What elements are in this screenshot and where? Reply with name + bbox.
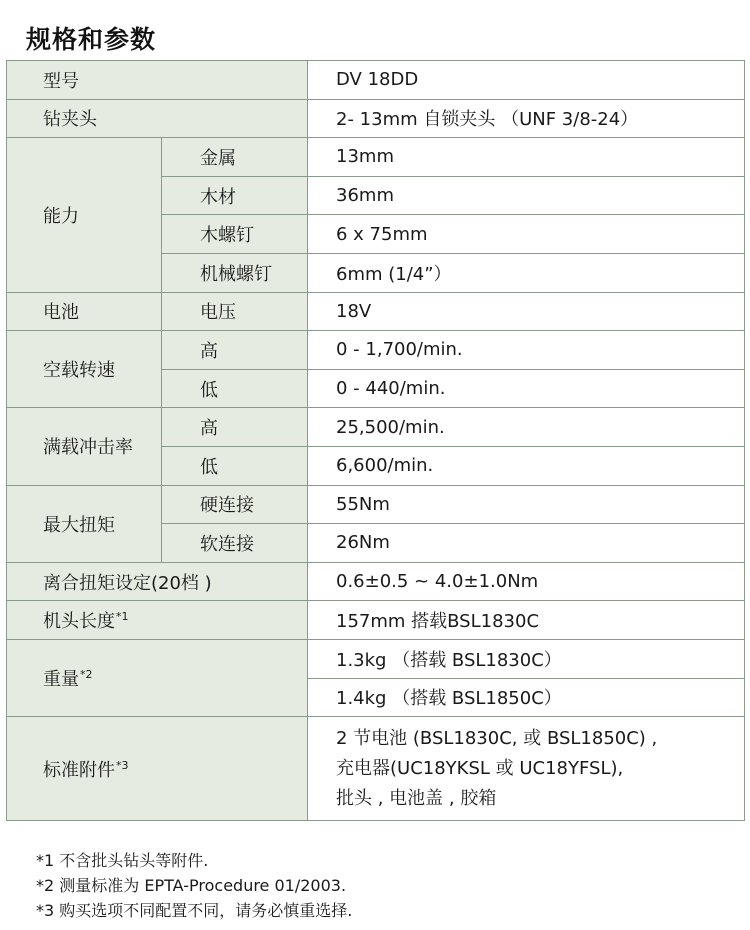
sub-label-metal: 金属 (162, 138, 308, 177)
row-value-clutch: 0.6±0.5 ~ 4.0±1.0Nm (308, 562, 745, 601)
value-wood: 36mm (308, 176, 745, 215)
value-speed-low: 0 - 440/min. (308, 369, 745, 408)
table-row (7, 331, 745, 370)
sub-label-torque-hard: 硬连接 (162, 485, 308, 524)
value-machine-screw: 6mm (1/4”） (308, 253, 745, 292)
table-row (7, 99, 745, 138)
table-row (7, 292, 745, 331)
value-weight-2: 1.4kg （搭载 BSL1850C） (308, 678, 745, 717)
table-row (7, 485, 745, 524)
row-label-weight (7, 639, 308, 716)
row-label-capacity: 能力 (7, 138, 162, 292)
row-label-chuck: 钻夹头 (7, 99, 308, 138)
value-impact-high: 25,500/min. (308, 408, 745, 447)
row-label-length (7, 601, 308, 640)
sub-label-torque-soft: 软连接 (162, 524, 308, 563)
footnote-mark: *3 (116, 758, 129, 772)
sub-label-speed-high: 高 (162, 331, 308, 370)
sub-label-machine-screw: 机械螺钉 (162, 253, 308, 292)
footnote-1: *1 不含批头钻头等附件. (36, 851, 209, 870)
table-row (7, 408, 745, 447)
row-value-length: 157mm 搭载BSL1830C (308, 601, 745, 640)
sub-label-impact-low: 低 (162, 446, 308, 485)
table-row (7, 138, 745, 177)
row-value-model: DV 18DD (308, 61, 745, 100)
table-row (7, 601, 745, 640)
accessories-label-text: 标准附件 (43, 759, 115, 781)
value-weight-1: 1.3kg （搭载 BSL1830C） (308, 639, 745, 678)
sub-label-speed-low: 低 (162, 369, 308, 408)
table-row (7, 61, 745, 100)
sub-label-wood-screw: 木螺钉 (162, 215, 308, 254)
accessories-line-3: 批头 , 电池盖 , 胶箱 (336, 787, 497, 809)
value-impact-low: 6,600/min. (308, 446, 745, 485)
sub-label-impact-high: 高 (162, 408, 308, 447)
weight-label-text: 重量 (43, 669, 79, 690)
row-label-impact-rate: 满载冲击率 (7, 408, 162, 485)
footnote-2: *2 测量标准为 EPTA-Procedure 01/2003. (36, 876, 347, 895)
footnotes (36, 848, 352, 923)
accessories-line-2: 充电器(UC18YKSL 或 UC18YFSL), (336, 757, 624, 779)
table-row (7, 639, 745, 678)
value-wood-screw: 6 x 75mm (308, 215, 745, 254)
row-label-max-torque: 最大扭矩 (7, 485, 162, 562)
page-title: 规格和参数 (26, 25, 157, 54)
table-row (7, 562, 745, 601)
footnote-mark: *2 (80, 668, 93, 681)
row-label-accessories (7, 717, 308, 821)
row-label-model: 型号 (7, 61, 308, 100)
sub-label-voltage: 电压 (162, 292, 308, 331)
value-voltage: 18V (308, 292, 745, 331)
length-label-text: 机头长度 (43, 611, 115, 633)
footnote-3: *3 购买选项不同配置不同，请务必慎重选择. (36, 901, 353, 920)
accessories-line-1: 2 节电池 (BSL1830C, 或 BSL1850C) , (336, 727, 658, 749)
footnote-mark: *1 (116, 610, 129, 624)
row-value-accessories (308, 717, 745, 821)
row-label-no-load-speed: 空载转速 (7, 331, 162, 408)
row-value-chuck: 2- 13mm 自锁夹头 （UNF 3/8-24） (308, 99, 745, 138)
value-metal: 13mm (308, 138, 745, 177)
table-row (7, 717, 745, 821)
row-label-clutch: 离合扭矩设定(20档 ) (7, 562, 308, 601)
row-label-battery: 电池 (7, 292, 162, 331)
value-torque-soft: 26Nm (308, 524, 745, 563)
value-torque-hard: 55Nm (308, 485, 745, 524)
sub-label-wood: 木材 (162, 176, 308, 215)
spec-table (6, 60, 745, 821)
value-speed-high: 0 - 1,700/min. (308, 331, 745, 370)
